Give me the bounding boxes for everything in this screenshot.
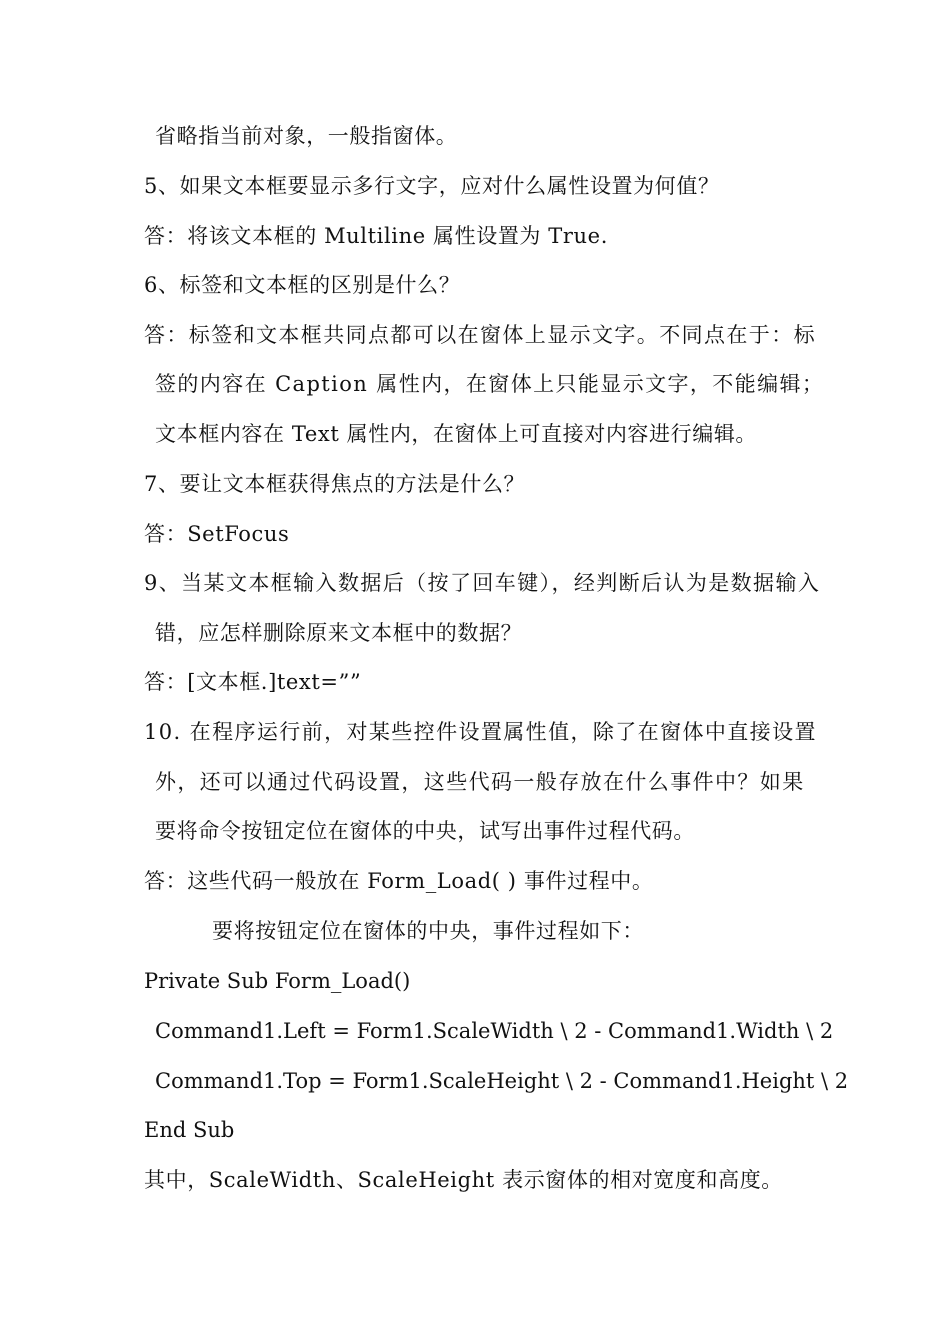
- question-7: 7、要让文本框获得焦点的方法是什么？: [144, 472, 526, 496]
- question-5: 5、如果文本框要显示多行文字，应对什么属性设置为何值？: [144, 174, 720, 198]
- answer-6-line-1: 答：标签和文本框共同点都可以在窗体上显示文字。不同点在于：标: [144, 323, 816, 347]
- question-10-line-1: 10. 在程序运行前，对某些控件设置属性值，除了在窗体中直接设置: [144, 720, 817, 744]
- code-line-3: Command1.Top = Form1.ScaleHeight \ 2 - Command1.Height \ 2: [155, 1069, 849, 1093]
- answer-10-line-1: 答：这些代码一般放在 Form_Load( ) 事件过程中。: [144, 869, 654, 893]
- code-line-2: Command1.Left = Form1.ScaleWidth \ 2 - Command1.Width \ 2: [155, 1019, 834, 1043]
- answer-6-line-2: 签的内容在 Caption 属性内，在窗体上只能显示文字，不能编辑；: [155, 372, 825, 396]
- question-10-line-2: 外，还可以通过代码设置，这些代码一般存放在什么事件中？如果: [155, 770, 805, 794]
- answer-9: 答：[文本框.]text=””: [144, 670, 362, 694]
- answer-6-line-3: 文本框内容在 Text 属性内，在窗体上可直接对内容进行编辑。: [155, 422, 758, 446]
- answer-10-line-2: 要将按钮定位在窗体的中央，事件过程如下：: [212, 919, 644, 943]
- answer-7: 答：SetFocus: [144, 522, 290, 546]
- code-line-1: Private Sub Form_Load(): [144, 969, 411, 993]
- code-line-4: End Sub: [144, 1118, 235, 1142]
- closing-note: 其中，ScaleWidth、ScaleHeight 表示窗体的相对宽度和高度。: [144, 1168, 783, 1192]
- question-10-line-3: 要将命令按钮定位在窗体的中央，试写出事件过程代码。: [155, 819, 695, 843]
- question-9-line-1: 9、当某文本框输入数据后（按了回车键），经判断后认为是数据输入: [144, 571, 821, 595]
- question-6: 6、标签和文本框的区别是什么？: [144, 273, 461, 297]
- text-line-continuation: 省略指当前对象，一般指窗体。: [155, 124, 458, 148]
- answer-5: 答：将该文本框的 Multiline 属性设置为 True.: [144, 224, 608, 248]
- question-9-line-2: 错，应怎样删除原来文本框中的数据？: [155, 621, 523, 645]
